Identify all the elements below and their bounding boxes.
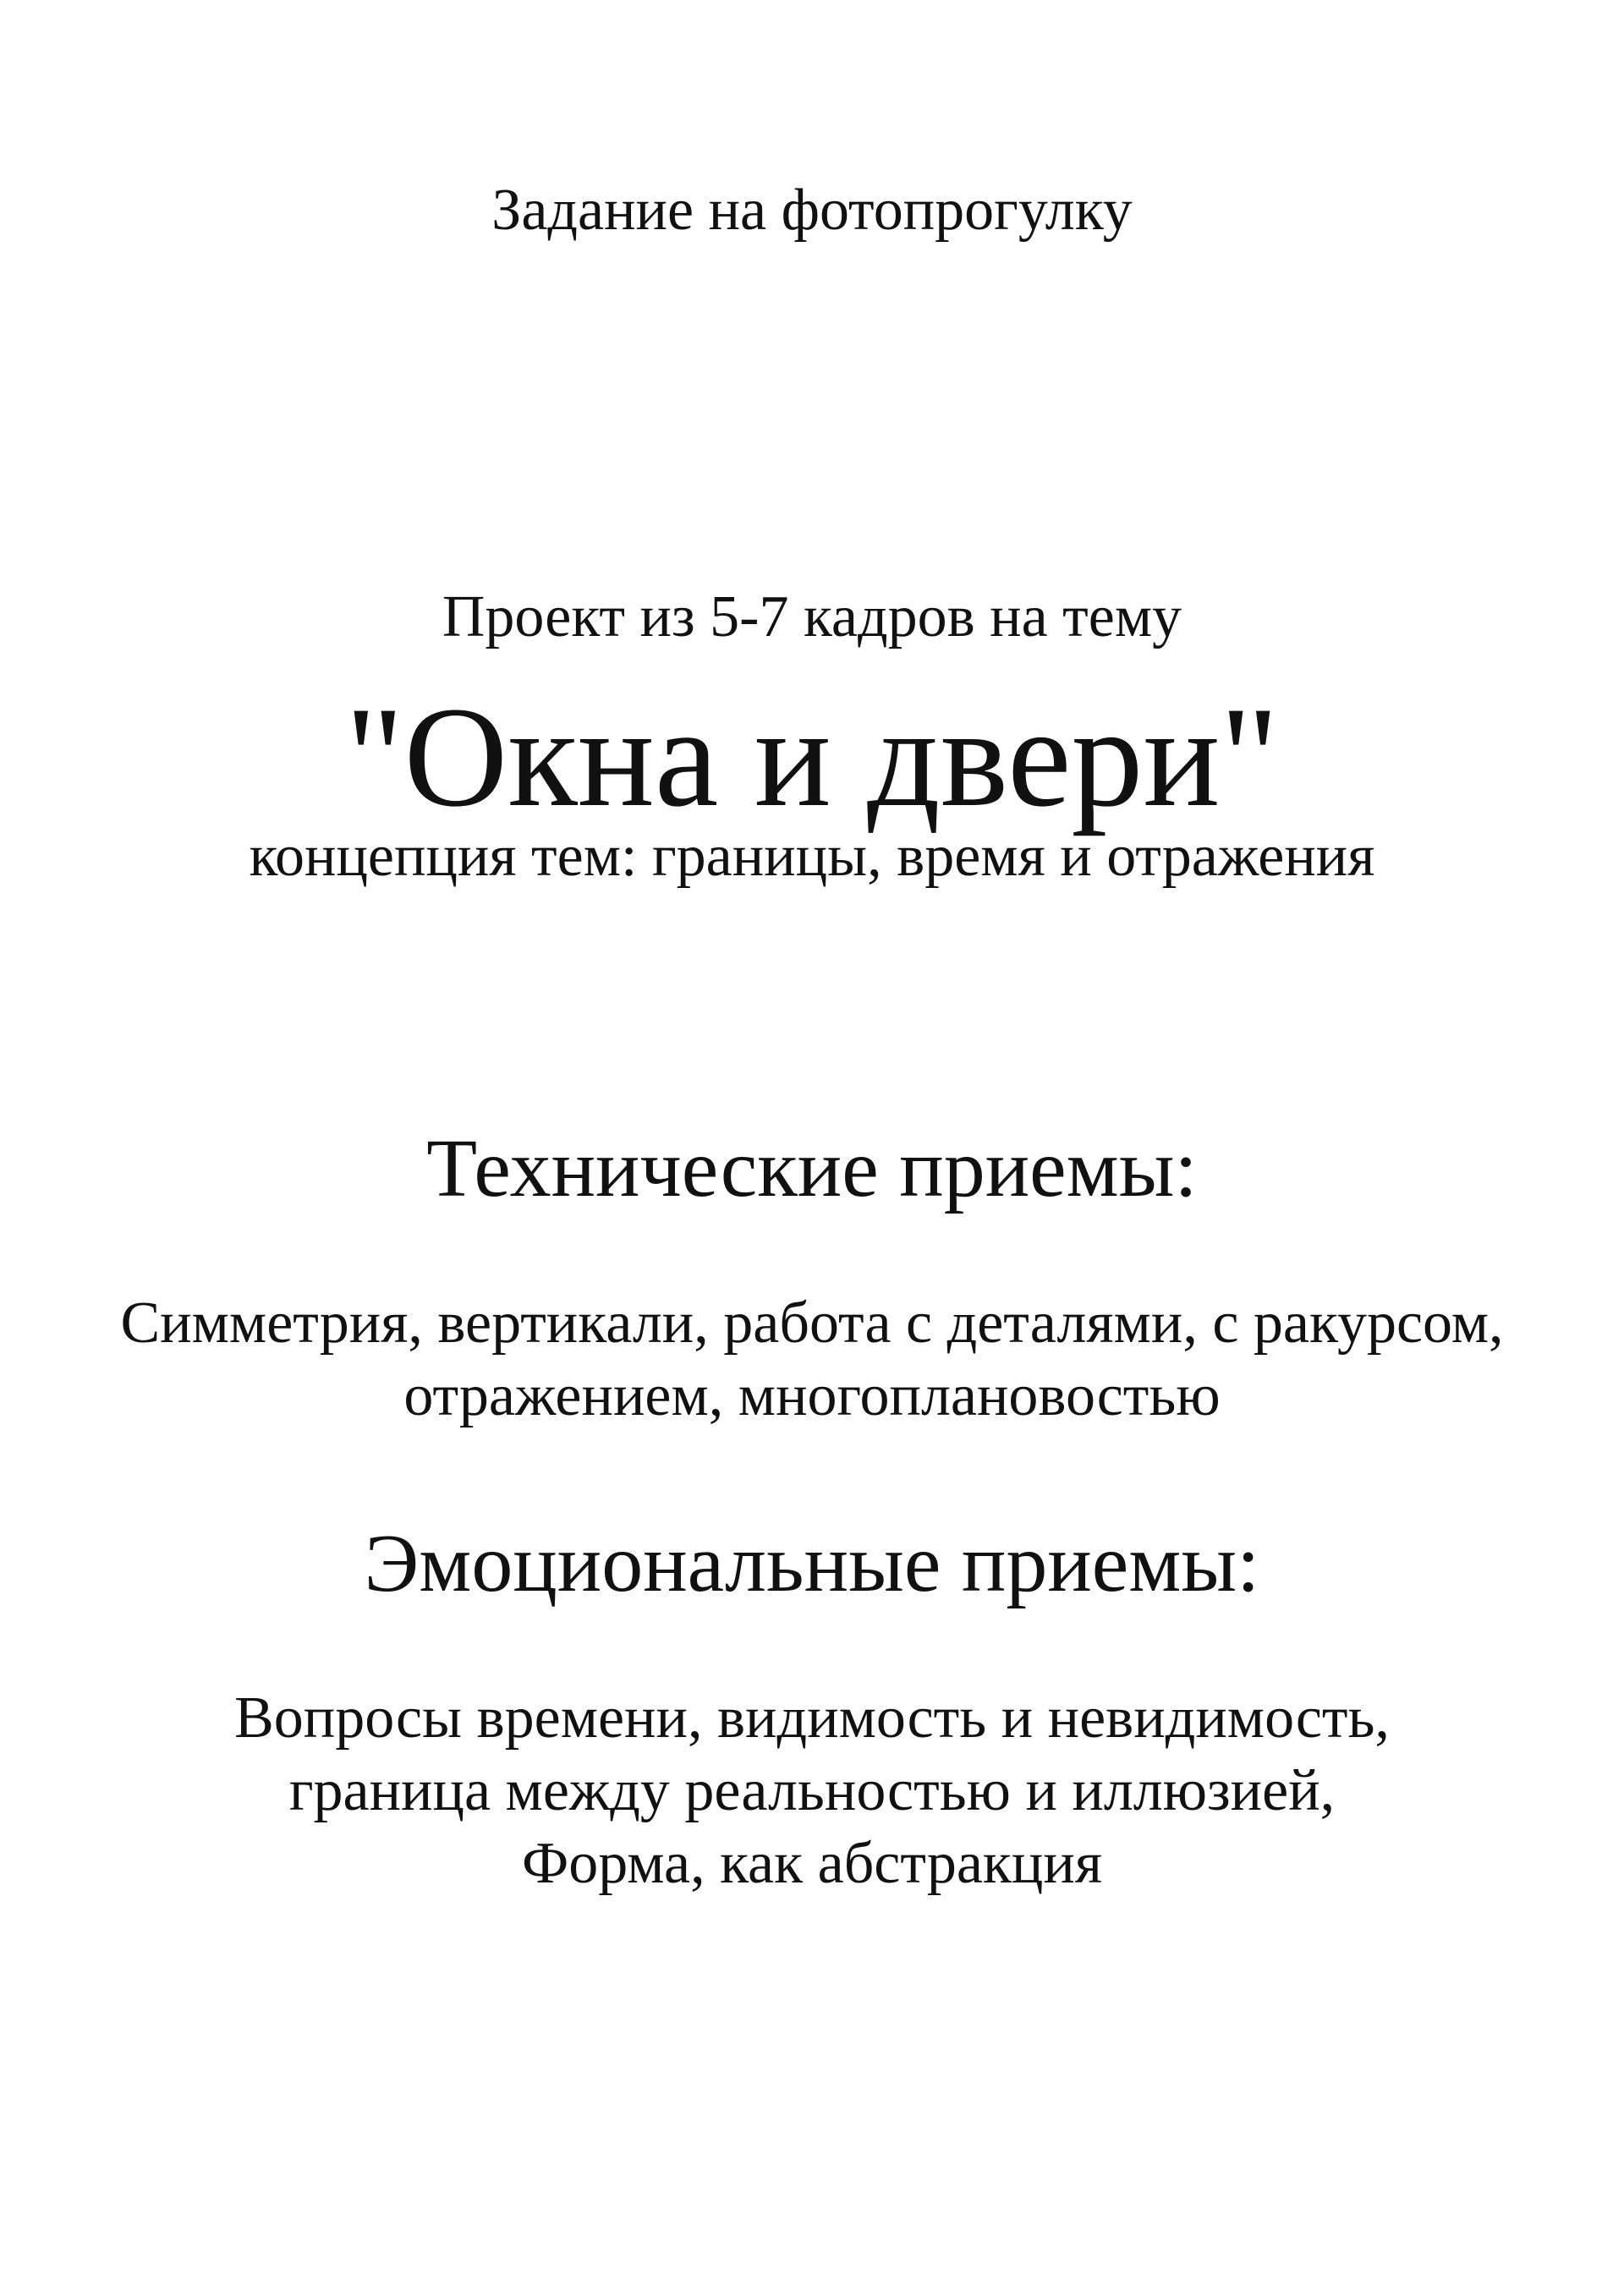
emotional-text-line: Форма, как абстракция <box>521 1831 1103 1896</box>
technical-text-line: отражением, многоплановостью <box>403 1363 1221 1428</box>
project-title: "Окна и двери" <box>345 677 1279 836</box>
document-header: Задание на фотопрогулку <box>491 178 1133 243</box>
emotional-text-line: граница между реальностью и иллюзией, <box>288 1758 1336 1823</box>
project-intro: Проект из 5-7 кадров на тему <box>442 584 1182 649</box>
emotional-heading: Эмоциональные приемы: <box>364 1518 1260 1609</box>
technical-text-line: Симметрия, вертикали, работа с деталями, с ракурсом, <box>120 1290 1504 1356</box>
project-concept: концепция тем: границы, время и отражения <box>249 824 1375 889</box>
emotional-text-line: Вопросы времени, видимость и невидимость, <box>234 1685 1390 1751</box>
technical-heading: Технические приемы: <box>426 1123 1198 1214</box>
